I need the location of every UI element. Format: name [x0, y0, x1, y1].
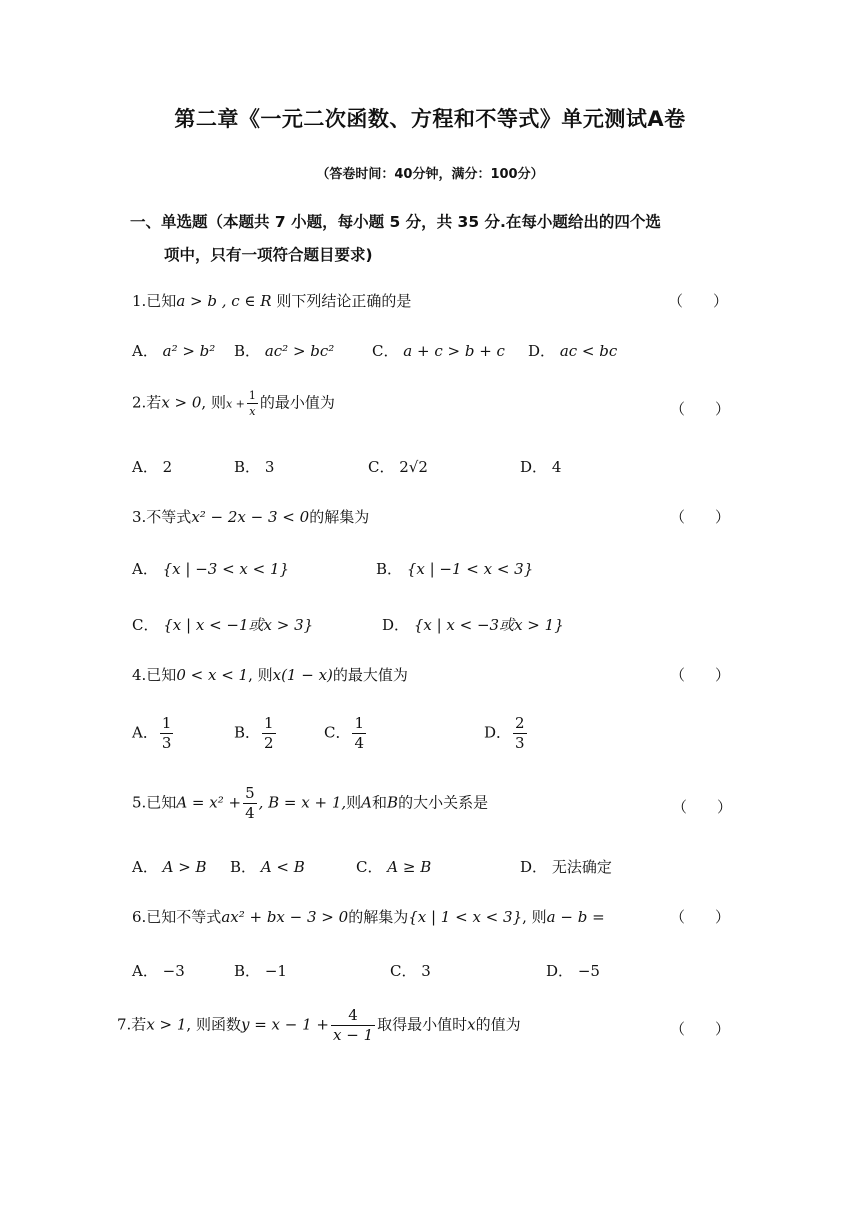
- page-title: 第二章《一元二次函数、方程和不等式》单元测试A卷: [174, 107, 686, 131]
- question-5-answer-blank: （ ）: [672, 798, 733, 816]
- question-6-option-c: C． 3: [390, 962, 431, 980]
- question-1-option-a: A． a² > b²: [132, 342, 216, 360]
- question-6-answer-blank: （ ）: [670, 908, 731, 926]
- question-2-option-d: D． 4: [520, 458, 562, 476]
- question-3-option-d: D． {x | x < −3或x > 1}: [382, 616, 564, 634]
- question-1-stem: 1.已知a > b , c ∈ R 则下列结论正确的是: [132, 292, 412, 310]
- question-6-option-d: D． −5: [546, 962, 600, 980]
- question-1-option-b: B． ac² > bc²: [234, 342, 335, 360]
- question-3-option-a: A． {x | −3 < x < 1}: [132, 560, 290, 578]
- question-2-option-a: A． 2: [132, 458, 173, 476]
- question-6-option-a: A． −3: [132, 962, 185, 980]
- question-5-option-c: C． A ≥ B: [356, 858, 432, 876]
- question-1-math: a > b , c ∈ R: [176, 292, 272, 310]
- section-heading-line1: 一、单选题（本题共 7 小题，每小题 5 分，共 35 分.在每小题给出的四个选: [130, 213, 661, 231]
- question-4-option-c: C． $\frac{1}{4}$: [324, 714, 365, 752]
- question-5-option-a: A． A > B: [132, 858, 207, 876]
- section-heading: [130, 206, 750, 272]
- question-5-option-b: B． A < B: [230, 858, 305, 876]
- question-2-answer-blank: （ ）: [670, 400, 731, 418]
- question-1-answer-blank: （ ）: [668, 292, 729, 310]
- question-2-option-c: C． 2√2: [368, 458, 428, 476]
- question-2-fraction: $\frac{1}{x}$: [248, 389, 256, 418]
- question-2-option-b: B． 3: [234, 458, 275, 476]
- question-4-answer-blank: （ ）: [670, 666, 731, 684]
- section-heading-line2: 项中，只有一项符合题目要求): [164, 246, 373, 264]
- question-4-option-b: B． $\frac{1}{2}$: [234, 714, 274, 752]
- question-7-stem: 7.若x > 1, 则函数y = x − 1 + $\frac{4}{x - 1}$ 取得最小值时x的值为: [117, 1006, 521, 1044]
- question-3-option-c: C． {x | x < −1或x > 3}: [132, 616, 314, 634]
- question-7-answer-blank: （ ）: [670, 1020, 731, 1038]
- question-1-option-d: D． ac < bc: [528, 342, 618, 360]
- question-4-option-d: D． $\frac{2}{3}$: [484, 714, 525, 752]
- question-6-stem: 6.已知不等式ax² + bx − 3 > 0的解集为{x | 1 < x < 3}, 则a − b =: [132, 908, 605, 926]
- question-3-option-b: B． {x | −1 < x < 3}: [376, 560, 534, 578]
- question-5-stem: 5.已知A = x² + $\frac{5}{4}$ , B = x + 1,则A和B的大小关系是: [132, 784, 489, 822]
- question-4-option-a: A． $\frac{1}{3}$: [132, 714, 172, 752]
- question-2-stem: 2.若x > 0, 则x + $\frac{1}{x}$ 的最小值为: [132, 389, 335, 418]
- question-6-option-b: B． −1: [234, 962, 287, 980]
- question-3-stem: 3.不等式x² − 2x − 3 < 0的解集为: [132, 508, 370, 526]
- question-5-option-d: D． 无法确定: [520, 858, 612, 876]
- exam-info: （答卷时间：40分钟，满分：100分）: [316, 167, 544, 182]
- question-1-option-c: C． a + c > b + c: [372, 342, 505, 360]
- question-4-stem: 4.已知0 < x < 1, 则x(1 − x)的最大值为: [132, 666, 408, 684]
- question-3-answer-blank: （ ）: [670, 508, 731, 526]
